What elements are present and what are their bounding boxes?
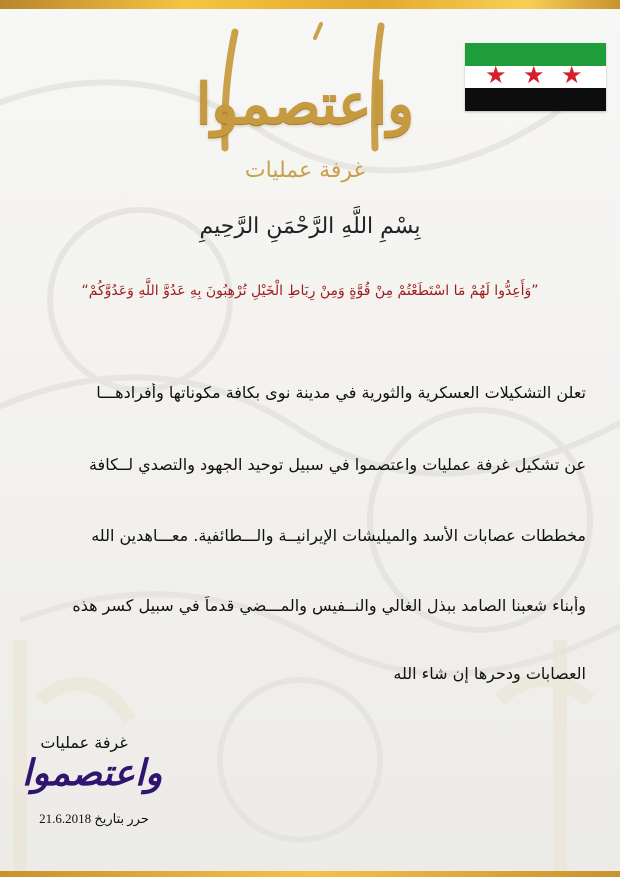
signature-date: حرر بتاريخ 21.6.2018	[39, 811, 149, 826]
body-line-2: عن تشكيل غرفة عمليات واعتصموا في سبيل توحيد الجهود والتصدي لــكافة	[88, 455, 586, 474]
flag-stripe-white	[465, 60, 606, 89]
body-line-1: تعلن التشكيلات العسكرية والثورية في مدينة نوى بكافة مكوناتها وأفرادهـــا	[96, 383, 586, 402]
logo-wordmark: واعتصموا	[195, 71, 415, 137]
star-icon: ★	[561, 60, 583, 89]
body-line-4: وأبناء شعبنا الصامد ببذل الغالي والنــفيس والمـــضي قدماً في سبيل كسر هذه	[72, 596, 586, 615]
star-icon: ★	[485, 60, 507, 89]
bottom-gold-border	[0, 871, 620, 877]
top-gold-border	[0, 0, 620, 9]
body-line-3: مخططات عصابات الأسد والميليشات الإيرانيــة والـــطائفية. معـــاهدين الله	[91, 526, 586, 545]
logo-subtitle: غرفة عمليات	[244, 158, 366, 183]
body-line-5: العصابات ودحرها إن شاء الله	[393, 664, 586, 683]
basmala: بِسْمِ اللَّهِ الرَّحْمَنِ الرَّحِيمِ	[199, 214, 421, 239]
signature-block	[14, 733, 174, 833]
quran-verse: ”وَأَعِدُّوا لَهُمْ مَا اسْتَطَعْتُمْ مِنْ قُوَّةٍ وَمِنْ رِبَاطِ الْخَيْلِ تُرْهِبُونَ بِهِ عَدُوَّ اللَّهِ وَعَدُوَّكُمْ“	[81, 283, 539, 299]
star-icon: ★	[523, 60, 545, 89]
signature-calligraphy: واعتصموا	[22, 752, 163, 794]
flag-stripe-black	[465, 88, 606, 111]
header-logo	[195, 18, 415, 188]
syrian-revolution-flag	[465, 43, 606, 111]
signature-label: غرفة عمليات	[40, 733, 128, 752]
